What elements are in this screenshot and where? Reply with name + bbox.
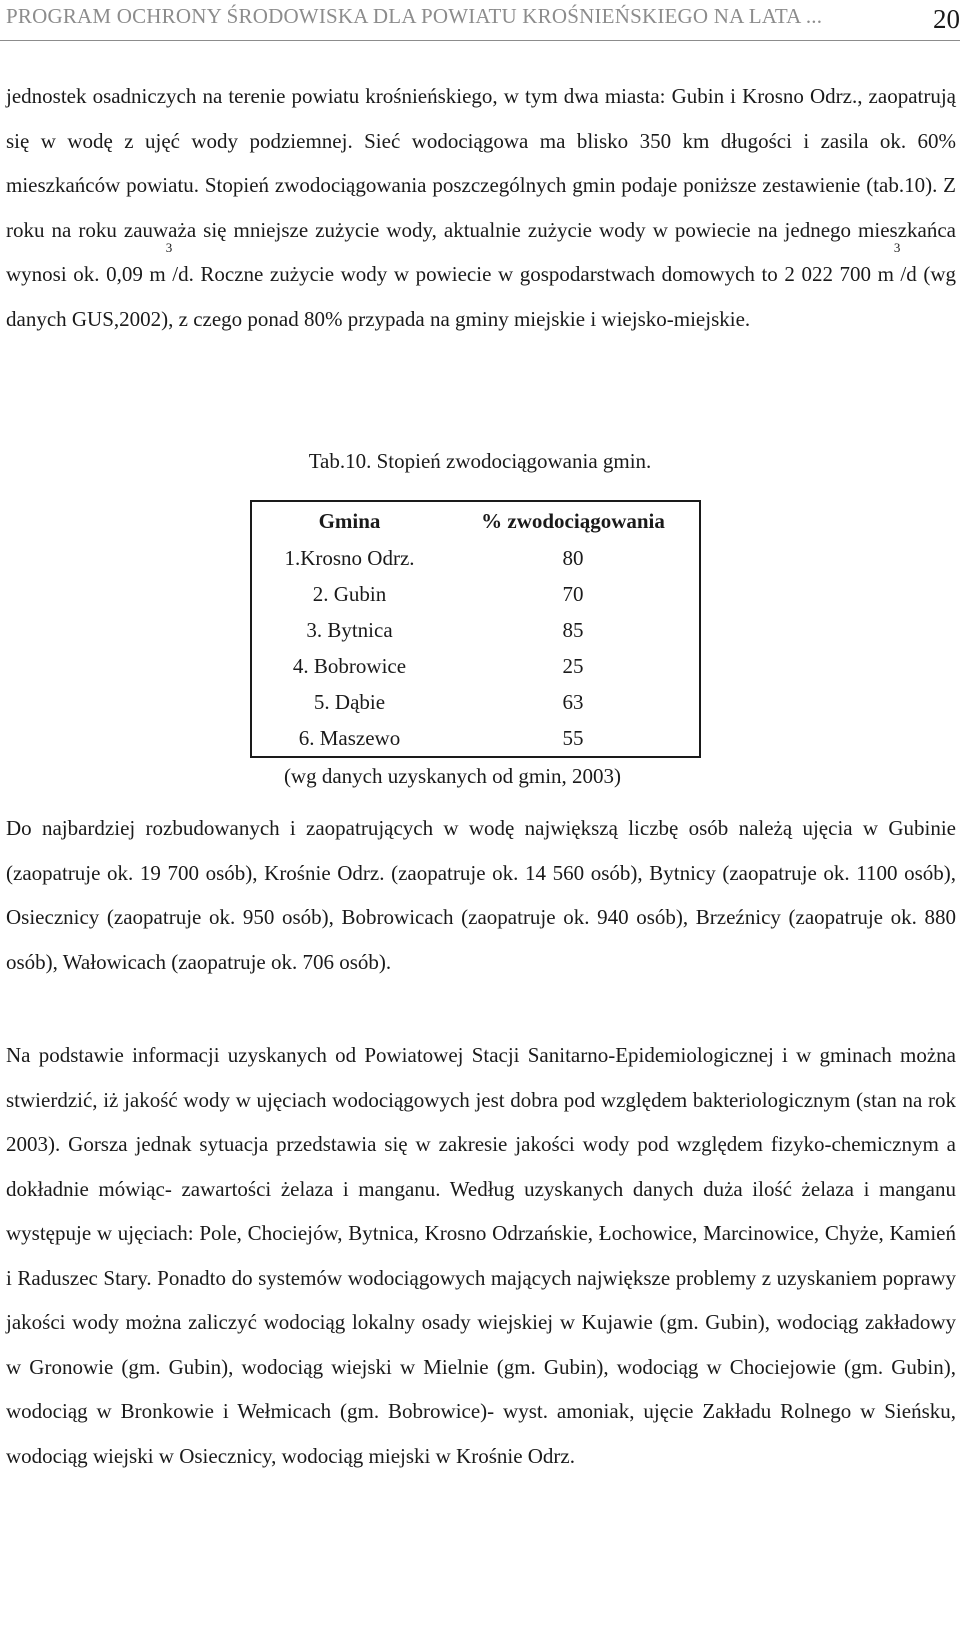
table-row bbox=[251, 684, 700, 720]
page-header bbox=[0, 0, 960, 44]
document-title: PROGRAM OCHRONY ŚRODOWISKA DLA POWIATU KROŚNIEŃSKIEGO NA LATA ... bbox=[6, 4, 823, 28]
superscript-cubic: 3 bbox=[893, 240, 901, 255]
table-row bbox=[251, 648, 700, 684]
cell-percent: 55 bbox=[562, 725, 584, 750]
paragraph-text: /d. Roczne zużycie wody w powiecie w gospodarstwach domowych to 2 022 700 m bbox=[172, 262, 894, 286]
column-header-percent: % zwodociągowania bbox=[481, 508, 665, 533]
cell-gmina: 1.Krosno Odrz. bbox=[284, 545, 415, 570]
paragraph-text: jednostek osadniczych na terenie powiatu krośnieńskiego, w tym dwa miasta: Gubin i Krosno Odrz., zaopatrują się w wodę z ujęć wody podziemnej. Sieć wodociągowa ma blisko 350 km długości i zasila ok. 60% mieszkańców powiatu. Stopień zwodociągowania poszczególnych gmin podaje poniższe zestawienie (tab.10). Z roku na roku zauważa się mniejsze zużycie wody, aktualnie zużycie wody w powiecie na jednego mieszkańca wynosi ok. 0,09 m bbox=[6, 84, 956, 286]
paragraph-text: /d (wg danych GUS,2002), z czego ponad 80% przypada na gminy miejskie i wiejsko-miejskie. bbox=[6, 262, 956, 331]
cell-gmina: 5. Dąbie bbox=[313, 689, 386, 714]
cell-percent: 80 bbox=[562, 545, 584, 570]
cell-gmina: 2. Gubin bbox=[312, 581, 387, 606]
table-row bbox=[251, 612, 700, 648]
table-row bbox=[251, 540, 700, 576]
table-header-row bbox=[251, 501, 700, 540]
cell-gmina: 6. Maszewo bbox=[298, 725, 401, 750]
cell-gmina: 3. Bytnica bbox=[306, 617, 393, 642]
cell-percent: 63 bbox=[562, 689, 584, 714]
table-caption: Tab.10. Stopień zwodociągowania gmin. bbox=[308, 449, 652, 473]
paragraph-water-supply bbox=[6, 74, 956, 341]
table-source: (wg danych uzyskanych od gmin, 2003) bbox=[283, 764, 622, 788]
column-header-gmina: Gmina bbox=[318, 508, 381, 533]
header-divider bbox=[0, 40, 960, 41]
cell-percent: 70 bbox=[562, 581, 584, 606]
cell-percent: 85 bbox=[562, 617, 584, 642]
table-row bbox=[251, 576, 700, 612]
table-row bbox=[251, 720, 700, 757]
cell-gmina: 4. Bobrowice bbox=[292, 653, 407, 678]
page-number: 20 bbox=[933, 4, 960, 34]
water-supply-table bbox=[250, 500, 701, 758]
cell-percent: 25 bbox=[562, 653, 584, 678]
paragraph-water-quality: Na podstawie informacji uzyskanych od Powiatowej Stacji Sanitarno-Epidemiologicznej i w gminach można stwierdzić, iż jakość wody w ujęciach wodociągowych jest dobra pod względem bakteriologicznym (stan na rok 2003). Gorsza jednak sytuacja przedstawia się w zakresie jakości wody pod względem fizyko-chemicznym a dokładnie mówiąc- zawartości żelaza i manganu. Według uzyskanych danych duża ilość żelaza i manganu występuje w ujęciach: Pole, Chociejów, Bytnica, Krosno Odrzańskie, Łochowice, Marcinowice, Chyże, Kamień i Raduszec Stary. Ponadto do systemów wodociągowych mających największe problemy z uzyskaniem poprawy jakości wody można zaliczyć wodociąg lokalny osady wiejskiej w Kujawie (gm. Gubin), wodociąg zakładowy w Gronowie (gm. Gubin), wodociąg wiejski w Mielnie (gm. Gubin), wodociąg w Chociejowie (gm. Gubin), wodociąg w Bronkowie i Wełmicach (gm. Bobrowice)- wyst. amoniak, ujęcie Zakładu Rolnego w Sieńsku, wodociąg wiejski w Osiecznicy, wodociąg miejski w Krośnie Odrz. bbox=[6, 1043, 956, 1468]
superscript-cubic: 3 bbox=[165, 240, 173, 255]
paragraph-intakes: Do najbardziej rozbudowanych i zaopatrujących w wodę największą liczbę osób należą ujęcia w Gubinie (zaopatruje ok. 19 700 osób), Krośnie Odrz. (zaopatruje ok. 14 560 osób), Bytnicy (zaopatruje ok. 1100 osób), Osiecznicy (zaopatruje ok. 950 osób), Bobrowicach (zaopatruje ok. 940 osób), Brzeźnicy (zaopatruje ok. 880 osób), Wałowicach (zaopatruje ok. 706 osób). bbox=[6, 816, 956, 974]
